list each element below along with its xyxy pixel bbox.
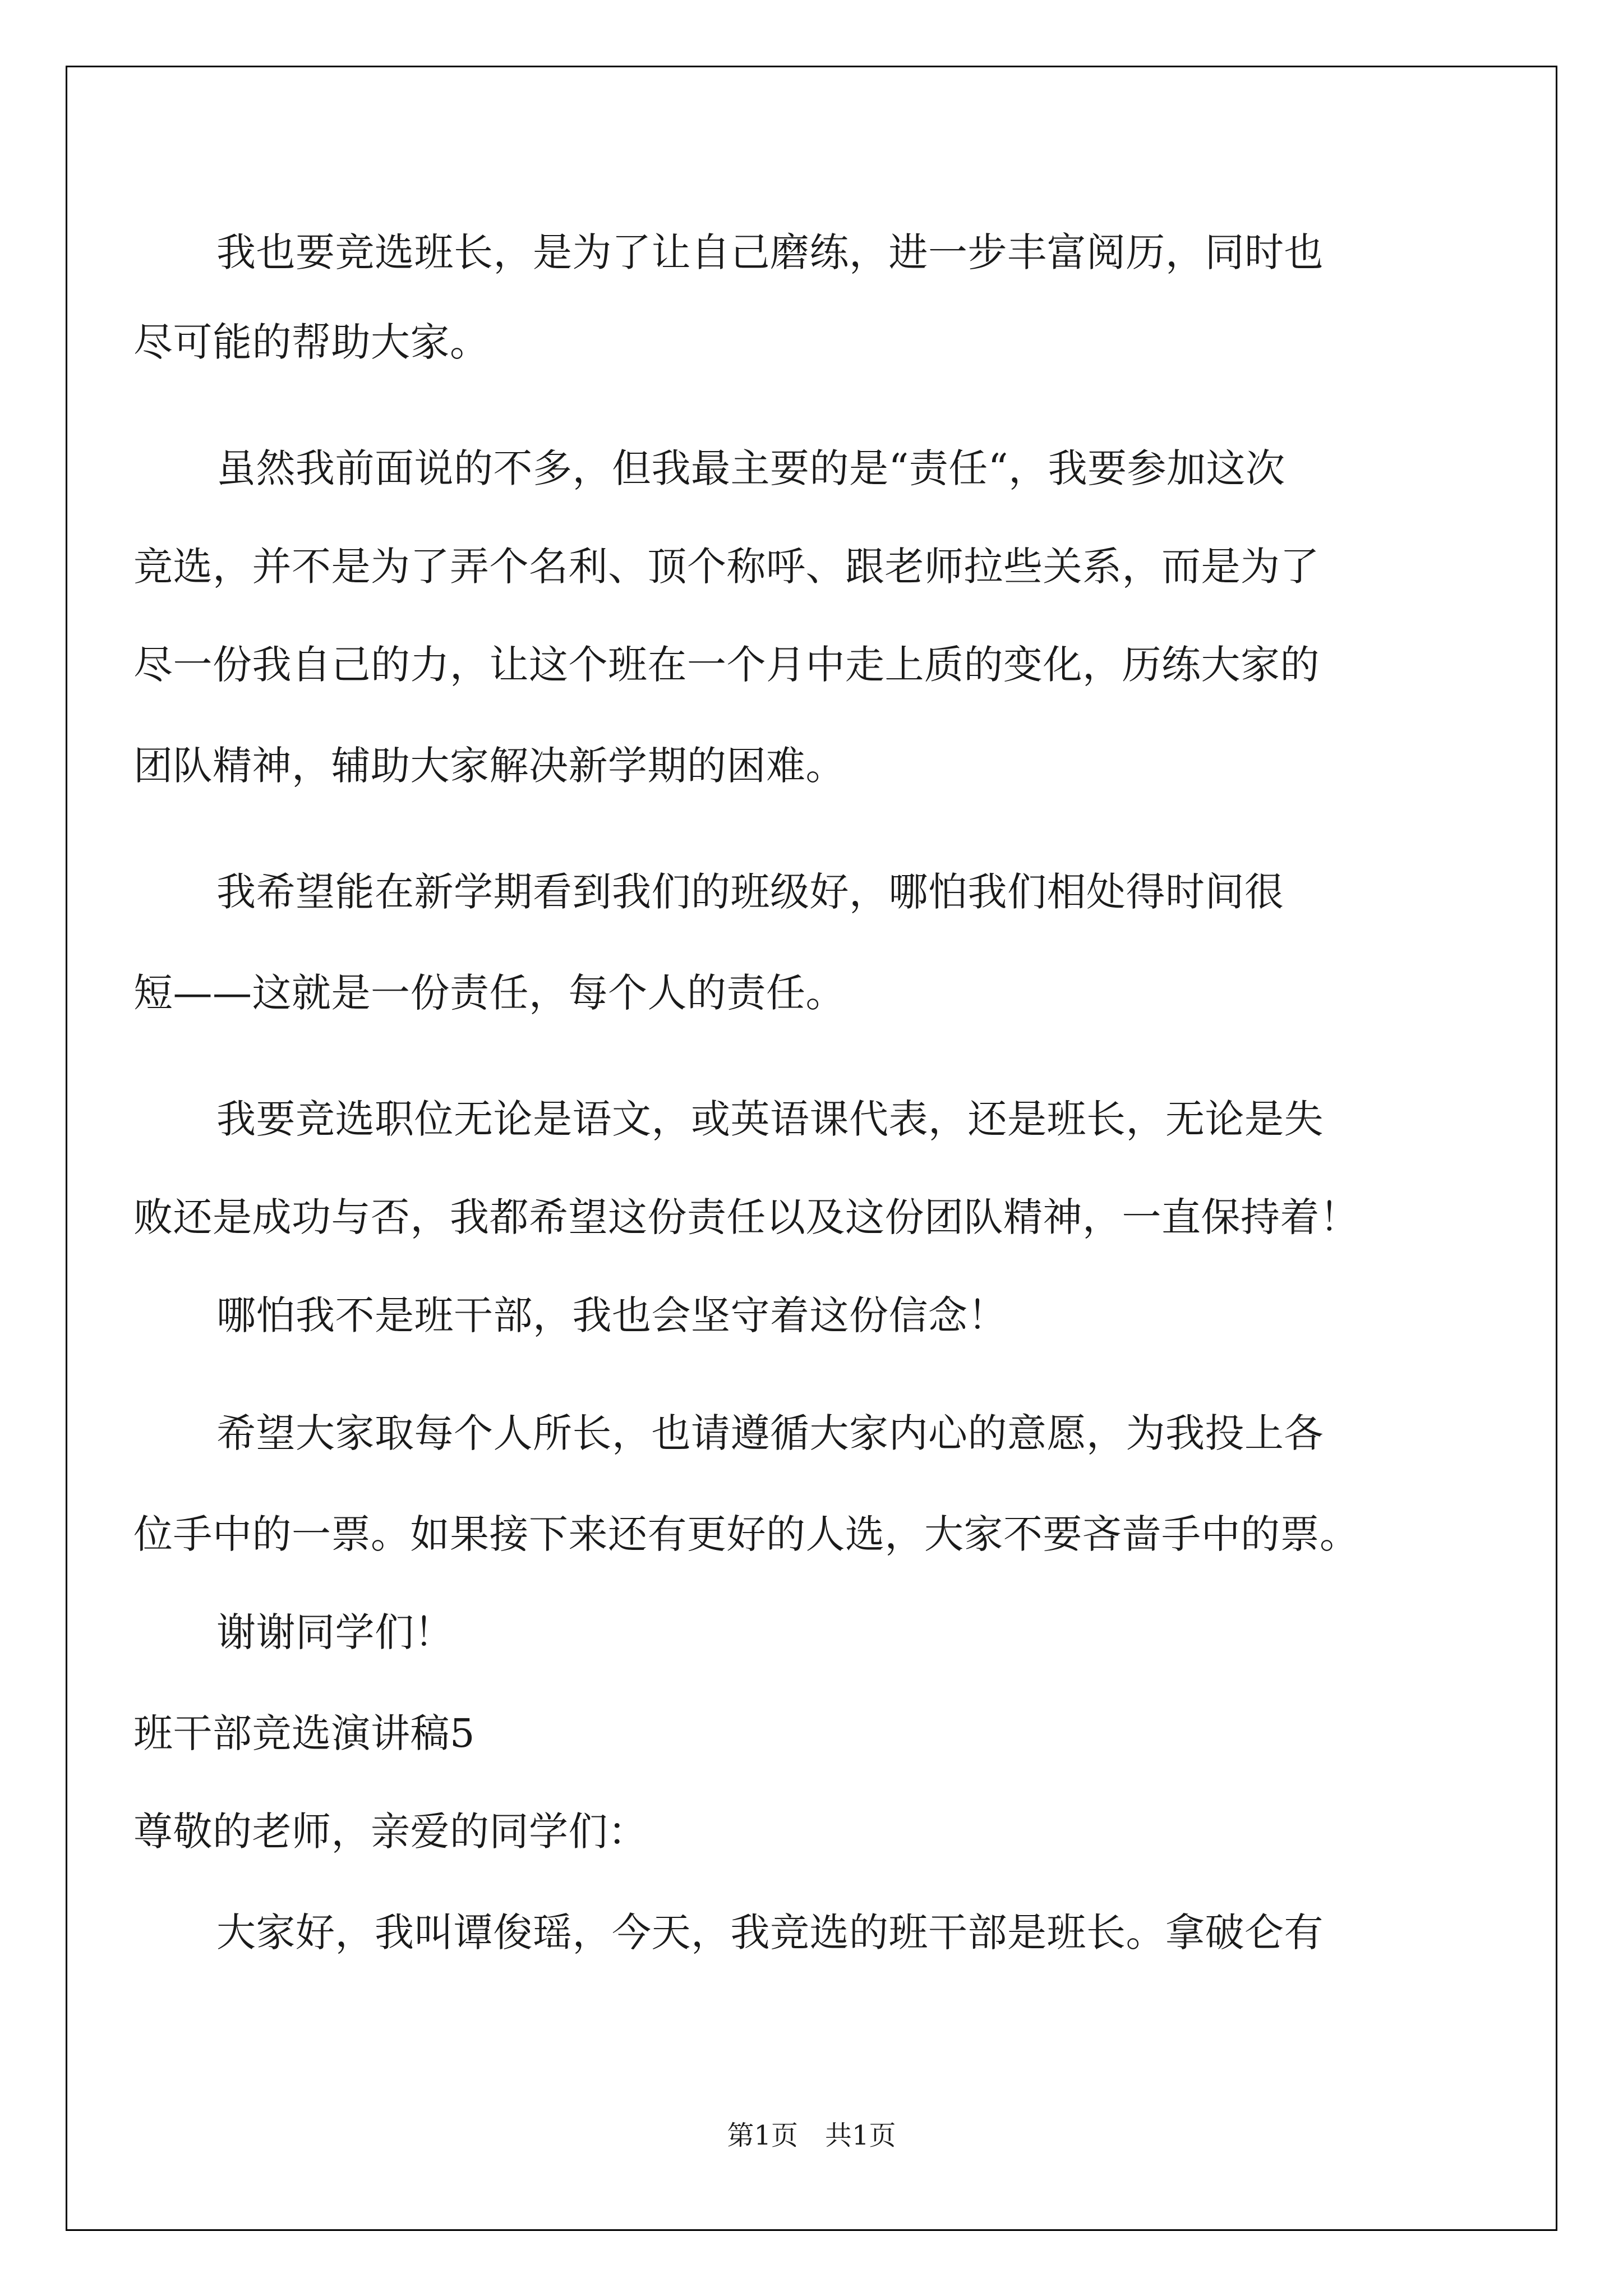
- page-border: [66, 66, 1557, 2231]
- paragraph-line: 哪怕我不是班干部，我也会坚守着这份信念！: [216, 1292, 1007, 1338]
- paragraph-line: 谢谢同学们！: [216, 1609, 454, 1655]
- paragraph-line: 我也要竞选班长，是为了让自己磨练，进一步丰富阅历，同时也: [216, 229, 1324, 275]
- paragraph-line: 尽可能的帮助大家。: [133, 319, 490, 365]
- paragraph-line: 大家好，我叫谭俊瑶，今天，我竞选的班干部是班长。拿破仑有: [216, 1910, 1324, 1955]
- paragraph-line: 我希望能在新学期看到我们的班级好，哪怕我们相处得时间很: [216, 869, 1284, 915]
- paragraph-line: 虽然我前面说的不多，但我最主要的是“责任“，我要参加这次: [216, 445, 1285, 491]
- section-title: 班干部竞选演讲稿5: [133, 1710, 476, 1756]
- paragraph-line: 尽一份我自己的力，让这个班在一个月中走上质的变化，历练大家的: [133, 642, 1320, 688]
- paragraph-line: 短——这就是一份责任，每个人的责任。: [133, 970, 845, 1016]
- paragraph-line: 败还是成功与否，我都希望这份责任以及这份团队精神，一直保持着！: [133, 1194, 1359, 1240]
- paragraph-line: 团队精神，辅助大家解决新学期的困难。: [133, 743, 845, 789]
- salutation: 尊敬的老师，亲爱的同学们：: [133, 1809, 648, 1855]
- page-number-footer: 第1页 共1页: [727, 2120, 896, 2151]
- paragraph-line: 位手中的一票。如果接下来还有更好的人选，大家不要吝啬手中的票。: [133, 1511, 1359, 1557]
- paragraph-line: 竞选，并不是为了弄个名利、顶个称呼、跟老师拉些关系，而是为了: [133, 544, 1320, 590]
- paragraph-line: 希望大家取每个人所长，也请遵循大家内心的意愿，为我投上各: [216, 1410, 1324, 1456]
- paragraph-line: 我要竞选职位无论是语文，或英语课代表，还是班长，无论是失: [216, 1096, 1324, 1142]
